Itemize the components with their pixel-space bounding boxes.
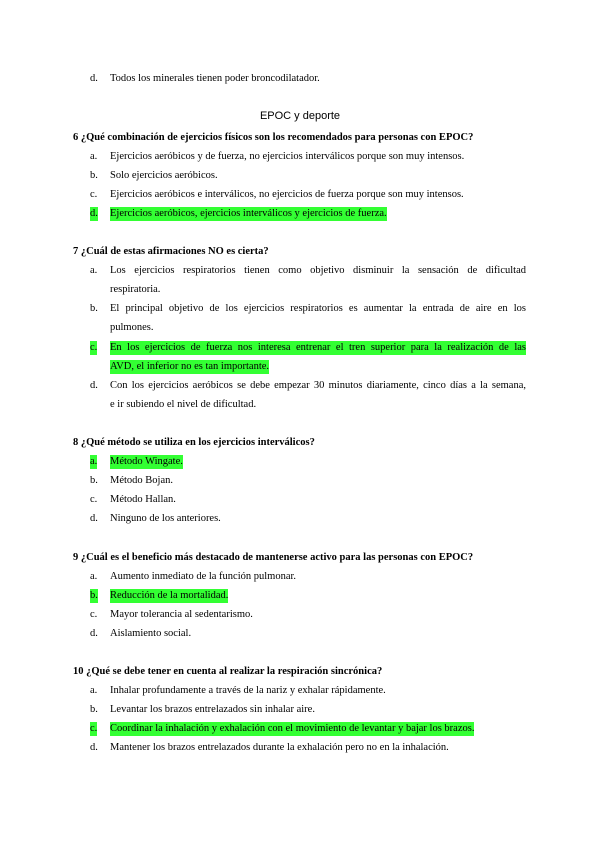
option-text: Inhalar profundamente a través de la nariz y exhalar rápidamente.: [110, 685, 386, 696]
option-text: Los ejercicios respiratorios tienen como objetivo disminuir la sensación de dificultad: [110, 265, 526, 276]
option-letter: b.: [90, 303, 98, 314]
option-letter: a.: [90, 265, 98, 276]
option-letter: d.: [90, 628, 98, 639]
option-text: Método Hallan.: [110, 494, 176, 505]
option-text: pulmones.: [110, 322, 154, 333]
correct-option-text: Ejercicios aeróbicos, ejercicios interválicos y ejercicios de fuerza.: [110, 208, 387, 219]
option-letter: b.: [90, 475, 98, 486]
option-letter: d.: [90, 380, 98, 391]
option-text: Ninguno de los anteriores.: [110, 513, 221, 524]
option-text: Ejercicios aeróbicos e interválicos, no ejercicios de fuerza porque son muy intensos.: [110, 189, 464, 200]
correct-option-text: En los ejercicios de fuerza nos interesa entrenar el tren superior para la realización de las: [110, 342, 526, 353]
option-text: Con los ejercicios aeróbicos se debe empezar 30 minutos diariamente, cinco días a la semana,: [110, 380, 526, 391]
option-letter: a.: [90, 456, 98, 467]
option-text: Aislamiento social.: [110, 628, 192, 639]
option-letter: c.: [90, 723, 98, 734]
option-letter: b.: [90, 590, 98, 601]
option-letter: c.: [90, 494, 98, 505]
option-letter: d.: [90, 73, 98, 84]
question-title: 9 ¿Cuál es el beneficio más destacado de mantenerse activo para las personas con EPOC?: [73, 552, 474, 563]
option-letter: d.: [90, 513, 98, 524]
correct-option-text: AVD, el inferior no es tan importante.: [110, 361, 270, 372]
option-text: respiratoria.: [110, 284, 161, 295]
option-letter: b.: [90, 170, 98, 181]
option-text: Aumento inmediato de la función pulmonar.: [110, 571, 297, 582]
option-text: Mayor tolerancia al sedentarismo.: [110, 609, 253, 620]
correct-option-text: Coordinar la inhalación y exhalación con el movimiento de levantar y bajar los brazos.: [110, 723, 475, 734]
option-text: Levantar los brazos entrelazados sin inhalar aire.: [110, 704, 315, 715]
option-letter: d.: [90, 742, 98, 753]
option-letter: a.: [90, 571, 98, 582]
option-letter: d.: [90, 208, 98, 219]
option-text: Ejercicios aeróbicos y de fuerza, no ejercicios interválicos porque son muy intensos.: [110, 151, 465, 162]
question-title: 10 ¿Qué se debe tener en cuenta al realizar la respiración sincrónica?: [73, 666, 383, 677]
option-letter: c.: [90, 609, 98, 620]
section-title: EPOC y deporte: [259, 110, 341, 122]
option-letter: b.: [90, 704, 98, 715]
option-text: Método Bojan.: [110, 475, 173, 486]
option-text: Todos los minerales tienen poder broncodilatador.: [110, 73, 320, 84]
option-text: El principal objetivo de los ejercicios respiratorios es aumentar la entrada de aire en los: [110, 303, 526, 314]
option-text: Mantener los brazos entrelazados durante la exhalación pero no en la inhalación.: [110, 742, 449, 753]
correct-option-text: Método Wingate.: [110, 456, 183, 467]
option-letter: a.: [90, 151, 98, 162]
question-title: 6 ¿Qué combinación de ejercicios físicos son los recomendados para personas con EPOC?: [73, 132, 474, 143]
correct-option-text: Reducción de la mortalidad.: [110, 590, 229, 601]
option-letter: c.: [90, 189, 98, 200]
option-text: e ir subiendo el nivel de dificultad.: [110, 399, 257, 410]
option-letter: c.: [90, 342, 98, 353]
question-title: 8 ¿Qué método se utiliza en los ejercicios interválicos?: [73, 437, 315, 448]
option-text: Solo ejercicios aeróbicos.: [110, 170, 218, 181]
option-letter: a.: [90, 685, 98, 696]
question-title: 7 ¿Cuál de estas afirmaciones NO es cierta?: [73, 246, 269, 257]
